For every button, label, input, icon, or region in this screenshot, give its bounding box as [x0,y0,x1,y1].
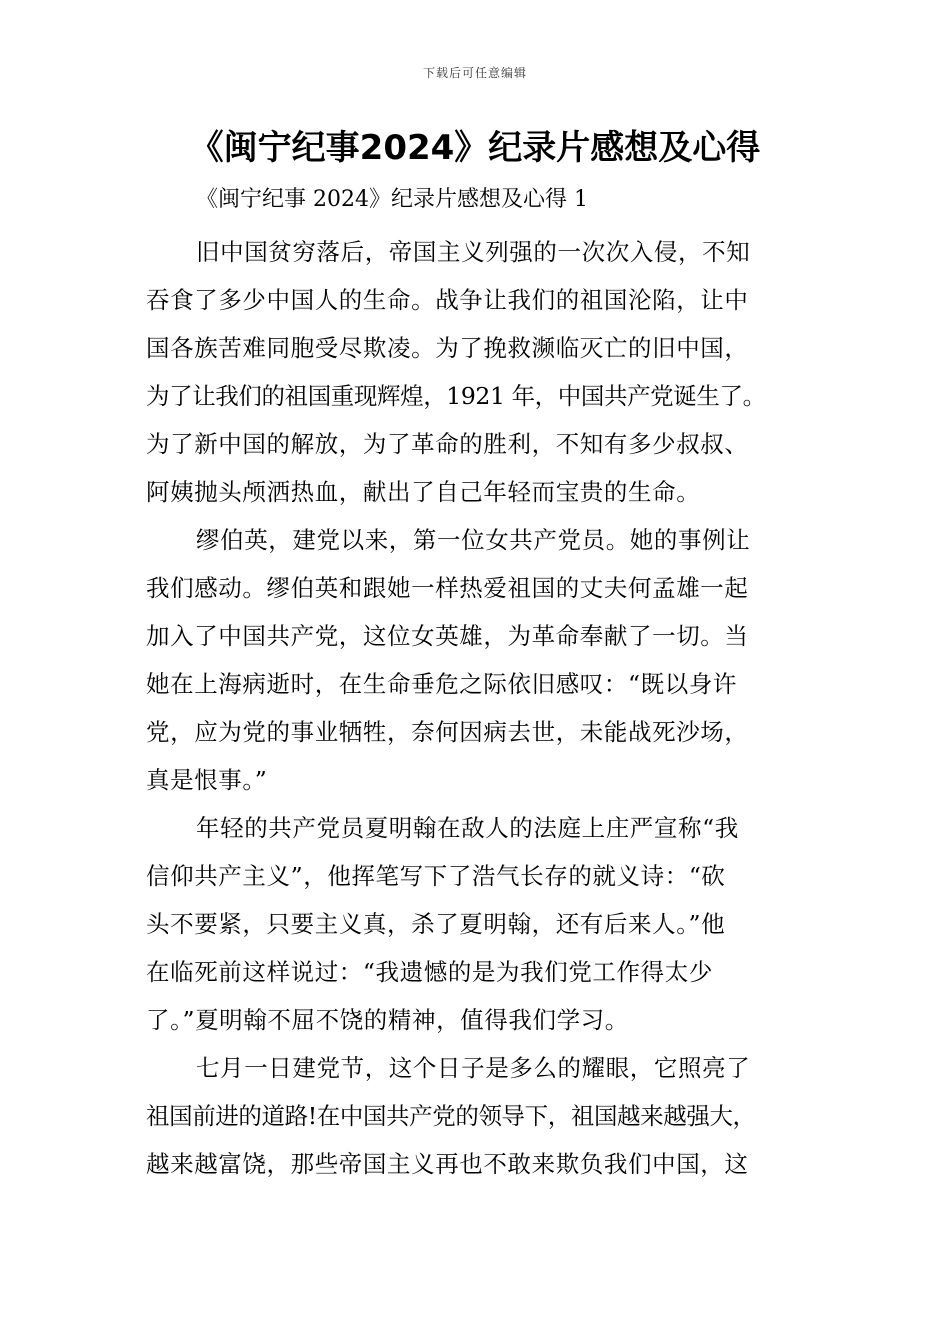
paragraph [146,516,828,804]
paragraph [146,1044,828,1188]
text-line: 信仰共产主义”，他挥笔写下了浩气长存的就义诗：“砍 [146,862,726,890]
text-line: 祖国前进的道路!在中国共产党的领导下，祖国越来越强大， [146,1102,756,1130]
paragraph [146,804,828,1044]
text-line: 党，应为党的事业牺牲，奈何因病去世，未能战死沙场， [146,718,749,746]
text-line: 头不要紧，只要主义真，杀了夏明翰，还有后来人。”他 [146,910,726,938]
text-line: 为了新中国的解放，为了革命的胜利，不知有多少叔叔、 [146,430,749,458]
text-line: 缪伯英，建党以来，第一位女共产党员。她的事例让 [196,526,751,554]
document-subtitle: 《闽宁纪事 2024》纪录片感想及心得 1 [196,187,588,212]
text-line: 阿姨抛头颅洒热血，献出了自己年轻而宝贵的生命。 [146,478,701,506]
text-line: 她在上海病逝时，在生命垂危之际依旧感叹：“既以身许 [146,670,738,698]
text-line: 年轻的共产党员夏明翰在敌人的法庭上庄严宣称“我 [196,814,739,842]
header-note: 下载后可任意编辑 [422,66,527,80]
text-line: 吞食了多少中国人的生命。战争让我们的祖国沦陷，让中 [146,286,749,314]
text-line: 真是恨事。” [146,766,268,794]
text-line: 在临死前这样说过：“我遗憾的是为我们党工作得太少 [146,958,713,986]
text-line: 越来越富饶，那些帝国主义再也不敢来欺负我们中国，这 [146,1150,749,1178]
document-title: 《闽宁纪事2024》纪录片感想及心得 [189,128,761,168]
text-line: 国各族苦难同胞受尽欺凌。为了挽救濒临灭亡的旧中国， [146,334,749,362]
text-line: 加入了中国共产党，这位女英雄，为革命奉献了一切。当 [146,622,749,650]
document-body [146,228,828,1188]
text-line: 七月一日建党节，这个日子是多么的耀眼，它照亮了 [196,1054,751,1082]
text-line: 为了让我们的祖国重现辉煌，1921 年，中国共产党诞生了。 [146,382,766,410]
text-line: 旧中国贫穷落后，帝国主义列强的一次次入侵，不知 [196,238,751,266]
paragraph [146,228,828,516]
text-line: 我们感动。缪伯英和跟她一样热爱祖国的丈夫何孟雄一起 [146,574,749,602]
text-line: 了。”夏明翰不屈不饶的精神，值得我们学习。 [146,1006,629,1034]
